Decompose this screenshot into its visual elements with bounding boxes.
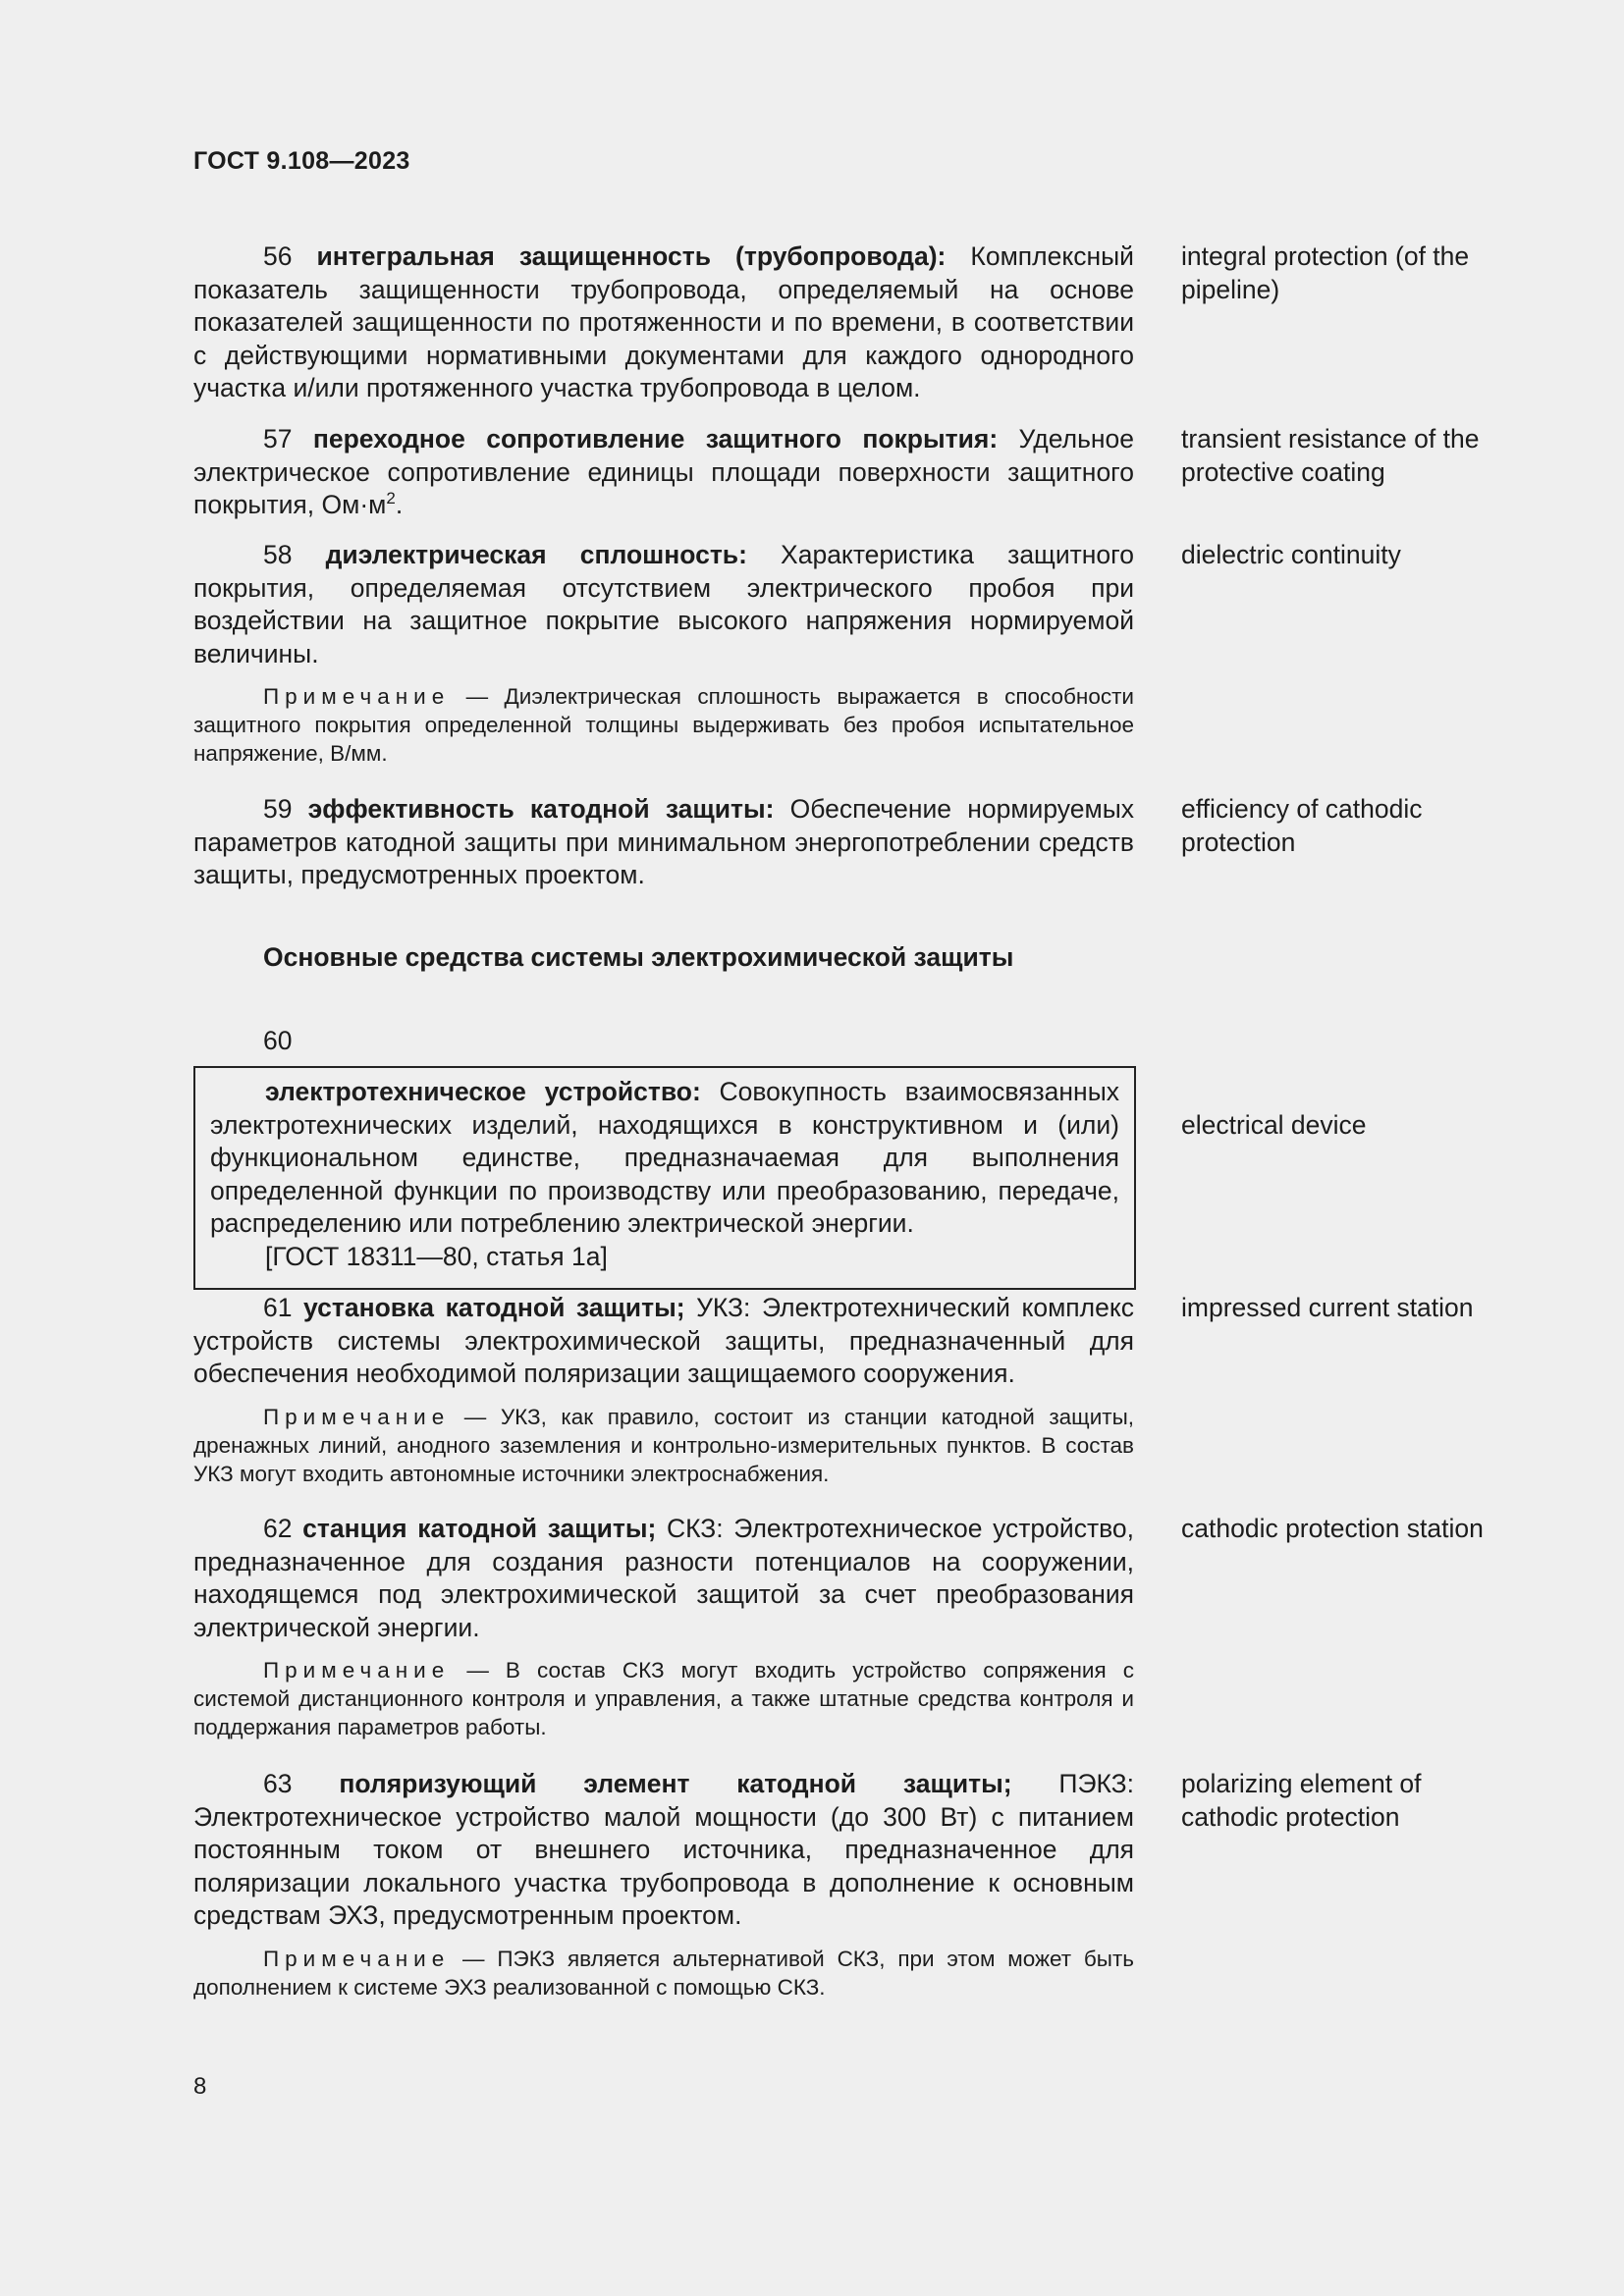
note [193, 682, 1134, 768]
note [193, 1403, 1134, 1488]
note [193, 1656, 1134, 1741]
english-term: integral protection (of the pipeline) [1181, 241, 1470, 304]
note-label: Примечание [263, 1946, 451, 1971]
note-text: — УКЗ, как правило, состоит из станции катодной защиты, дренажных линий, анодного заземления и контрольно-измерительных пунктов. В состав УКЗ могут входить автономные источники электроснабжения. [193, 1404, 1134, 1486]
term-entry-58 [193, 539, 1499, 768]
note-text: — Диэлектрическая сплошность выражается в способности защитного покрытия определенной толщины выдерживать без пробоя испытательное напряжение, В/мм. [193, 684, 1134, 766]
english-term: polarizing element of cathodic protection [1181, 1769, 1422, 1832]
term-entry-60-box [193, 1066, 1136, 1290]
note-text: — ПЭКЗ является альтернативой СКЗ, при этом может быть дополнением к системе ЭХЗ реализованной с помощью СКЗ. [193, 1946, 1134, 2000]
english-term: impressed current station [1181, 1293, 1474, 1322]
document-header: ГОСТ 9.108—2023 [193, 147, 410, 175]
term-definition: Удельное электрическое сопротивление единицы площади поверхности защитного покрытия, Ом·м [193, 424, 1134, 519]
note-label: Примечание [263, 684, 451, 709]
term-name: поляризующий элемент катодной защиты; [339, 1769, 1012, 1798]
note-label: Примечание [263, 1658, 451, 1682]
superscript: 2 [386, 489, 396, 508]
note [193, 1945, 1134, 2002]
term-definition: СКЗ: Электротехническое устройство, предназначенное для создания разности потенциалов на сооружении, находящемся под электрохимической защитой за счет преобразования электрической энергии. [193, 1514, 1134, 1642]
page-number: 8 [193, 2073, 207, 2100]
term-name: эффективность катодной защиты: [307, 794, 775, 824]
english-term: cathodic protection station [1181, 1514, 1484, 1543]
english-term: efficiency of cathodic protection [1181, 794, 1423, 857]
term-number: 61 [263, 1293, 293, 1322]
term-name: интегральная защищенность (трубопровода): [316, 241, 947, 271]
term-name: станция катодной защиты; [302, 1514, 657, 1543]
term-entry-62 [193, 1513, 1499, 1741]
term-number: 57 [263, 424, 293, 454]
term-definition: Совокупность взаимосвязанных электротехнических изделий, находящихся в конструктивном и (или) функциональном единстве, предназначаемая для выполнения определенной функции по производству или преобразованию, передаче, распределению или потреблению электрической энергии. [210, 1077, 1119, 1238]
term-name: переходное сопротивление защитного покрытия: [312, 424, 999, 454]
note-label: Примечание [263, 1404, 451, 1429]
term-number: 56 [263, 241, 293, 271]
term-definition: Комплексный показатель защищенности трубопровода, определяемый на основе показателей защищенности по протяженности и по времени, в соответствии с действующими нормативными документами для каждого однородного участка и/или протяженного участка трубопровода в целом. [193, 241, 1134, 402]
definition-tail: . [395, 490, 404, 519]
term-number: 59 [263, 794, 293, 824]
term-entry-57 [193, 423, 1499, 522]
section-title: Основные средства системы электрохимической защиты [263, 942, 1014, 972]
term-name: установка катодной защиты; [303, 1293, 685, 1322]
source-reference: [ГОСТ 18311—80, статья 1а] [265, 1241, 608, 1271]
term-name: электротехническое устройство: [265, 1077, 701, 1106]
term-entry-61 [193, 1292, 1499, 1488]
english-term: dielectric continuity [1181, 540, 1401, 569]
term-entry-56 [193, 240, 1499, 405]
term-number: 58 [263, 540, 293, 569]
term-number: 60 [263, 1026, 293, 1055]
term-definition: Обеспечение нормируемых параметров катодной защиты при минимальном энергопотреблении средств защиты, предусмотренных проектом. [193, 794, 1134, 889]
note-text: — В состав СКЗ могут входить устройство сопряжения с системой дистанционного контроля и управления, а также штатные средства контроля и поддержания параметров работы. [193, 1658, 1134, 1739]
term-definition: Характеристика защитного покрытия, определяемая отсутствием электрического пробоя при воздействии на защитное покрытие высокого напряжения нормируемой величины. [193, 540, 1134, 668]
english-term: electrical device [1181, 1110, 1367, 1140]
term-entry-63 [193, 1768, 1499, 2002]
term-entry-59 [193, 793, 1499, 892]
term-definition: ПЭКЗ: Электротехническое устройство малой мощности (до 300 Вт) с питанием постоянным током от внешнего источника, предназначенное для поляризации локального участка трубопровода в дополнение к основным средствам ЭХЗ, предусмотренным проектом. [193, 1769, 1134, 1930]
term-number: 63 [263, 1769, 293, 1798]
term-definition: УКЗ: Электротехнический комплекс устройств системы электрохимической защиты, предназначенный для обеспечения необходимой поляризации защищаемого сооружения. [193, 1293, 1134, 1388]
english-term: transient resistance of the protective coating [1181, 424, 1480, 487]
term-name: диэлектрическая сплошность: [325, 540, 747, 569]
term-number: 62 [263, 1514, 293, 1543]
